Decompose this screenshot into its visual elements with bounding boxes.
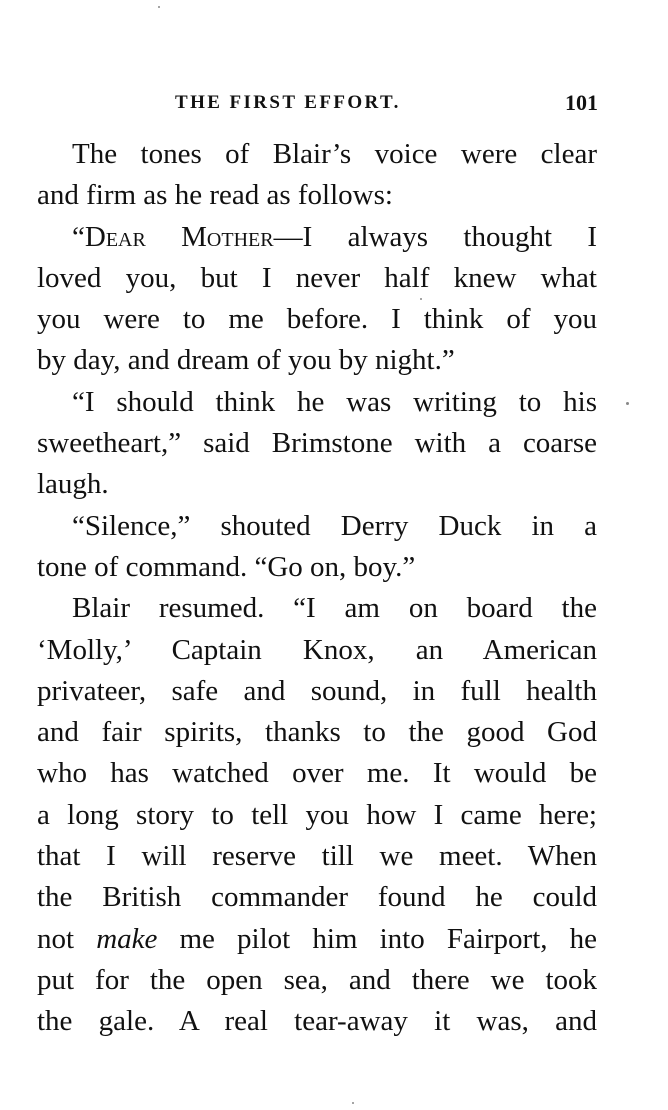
text-line: ‘Molly,’ Captain Knox, an American (37, 633, 597, 666)
text-line: Blair resumed. “I am on board the (72, 592, 597, 625)
text-line: “Silence,” shouted Derry Duck in a (72, 509, 597, 542)
paper-speck (352, 1102, 354, 1104)
text-line: The tones of Blair’s voice were clear (72, 138, 597, 170)
text-line: loved you, but I never half knew what (37, 261, 597, 294)
text-line: laugh. (37, 468, 109, 501)
text-line: by day, and dream of you by night.” (37, 344, 455, 377)
text-line: and firm as he read as follows: (37, 179, 393, 212)
text-line: who has watched over me. It would be (37, 757, 597, 790)
running-head (175, 88, 598, 118)
text-line: the British commander found he could (37, 881, 597, 914)
text-line: the gale. A real tear-away it was, and (37, 1005, 597, 1038)
text-line: privateer, safe and sound, in full health (37, 674, 597, 707)
text-line: you were to me before. I think of you (37, 303, 597, 336)
text-line: that I will reserve till we meet. When (37, 840, 597, 873)
paper-speck (626, 402, 629, 405)
running-title: THE FIRST EFFORT. (175, 92, 401, 113)
text-fragment: —I always thought I (273, 220, 598, 253)
text-line: put for the open sea, and there we took (37, 963, 597, 996)
text-line: “I should think he was writing to his (72, 385, 597, 418)
text-fragment: me pilot him into Fairport, he (157, 922, 597, 955)
paper-speck (420, 298, 422, 300)
open-quote: “ (72, 220, 85, 253)
salutation-small-caps: Dear Mother (84, 220, 274, 253)
paper-speck (158, 6, 160, 8)
text-line: a long story to tell you how I came here; (37, 798, 597, 831)
text-line: and fair spirits, thanks to the good God (37, 716, 597, 749)
page-number: 101 (565, 90, 598, 115)
text-line: sweetheart,” said Brimstone with a coarse (37, 427, 597, 460)
body-text (37, 134, 597, 1043)
text-line (37, 919, 597, 960)
text-line: tone of command. “Go on, boy.” (37, 550, 416, 583)
italic-emphasis: make (96, 922, 158, 955)
text-fragment: not (37, 922, 97, 955)
text-line (37, 217, 597, 258)
